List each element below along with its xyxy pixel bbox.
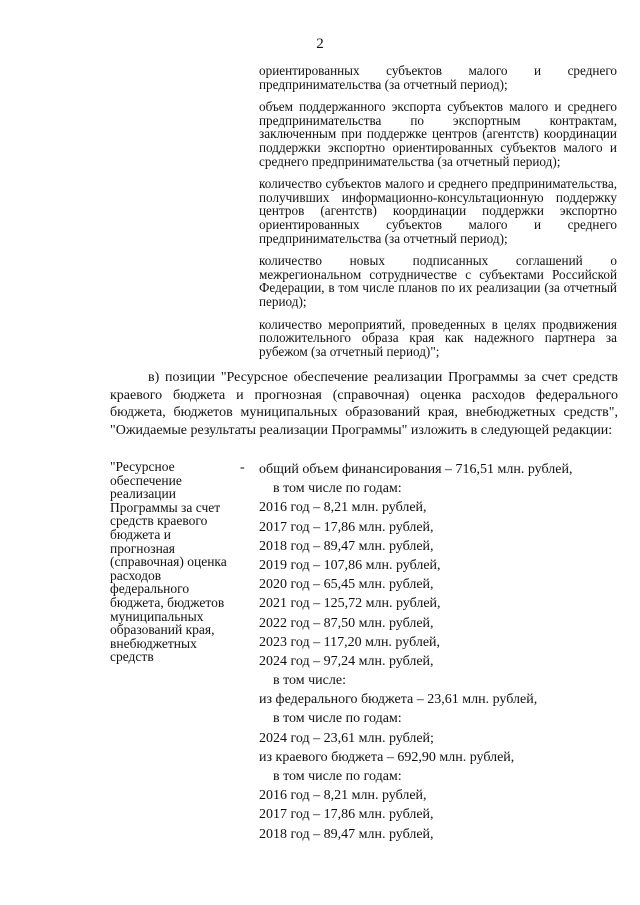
funding-line: 2021 год – 125,72 млн. рублей,	[259, 596, 441, 612]
indicator-list	[259, 64, 617, 358]
table-dash: -	[240, 460, 245, 475]
funding-line: 2022 год – 87,50 млн. рублей,	[259, 615, 434, 631]
funding-line: 2017 год – 17,86 млн. рублей,	[259, 807, 434, 823]
funding-line: 2018 год – 89,47 млн. рублей,	[259, 538, 434, 554]
funding-line: в том числе:	[273, 673, 346, 689]
funding-list	[259, 460, 619, 844]
indicator-item: количество новых подписанных соглашений о межрегиональном сотрудничестве с субъектами Российской Федерации, в том числе планов по их реализации (за отчетный период);	[259, 253, 617, 309]
funding-line: из краевого бюджета – 692,90 млн. рублей,	[259, 749, 515, 765]
funding-line: 2017 год – 17,86 млн. рублей,	[259, 519, 434, 535]
funding-line: в том числе по годам:	[273, 481, 402, 497]
table-label-cell: "Ресурсное обеспечение реализации Программы за счет средств краевого бюджета и прогнозная (справочная) оценка расходов федерального бюджета, бюджетов муниципальных образований края, внебюджетных средств	[110, 459, 227, 665]
funding-line: 2016 год – 8,21 млн. рублей,	[259, 500, 427, 516]
funding-line: в том числе по годам:	[273, 769, 402, 784]
indicator-item: количество субъектов малого и среднего предпринимательства, получивших информационно-консультационную поддержку центров (агентств) координации поддержки экспортно ориентированных субъектов малого и среднего предпринимательства (за отчетный период);	[259, 176, 617, 246]
page-number: 2	[316, 36, 324, 52]
indicator-item: количество мероприятий, проведенных в целях продвижения положительного образа края как надежного партнера за рубежом (за отчетный период)";	[259, 316, 617, 359]
funding-line: 2016 год – 8,21 млн. рублей,	[259, 788, 427, 804]
indicator-item: объем поддержанного экспорта субъектов малого и среднего предпринимательства по экспортным контрактам, заключенным при поддержке центров (агентств) координации поддержки экспортно ориентированных субъектов малого и среднего предпринимательства (за отчетный период);	[259, 99, 617, 169]
funding-line: 2020 год – 65,45 млн. рублей,	[259, 577, 434, 593]
funding-line: 2024 год – 97,24 млн. рублей,	[259, 653, 434, 669]
amendment-paragraph: в) позиции "Ресурсное обеспечение реализации Программы за счет средств краевого бюджета и прогнозная (справочная) оценка расходов федерального бюджета, бюджетов муниципальных образований края, внебюджетных средств", "Ожидаемые результаты реализации Программы" изложить в следующей редакции:	[110, 370, 618, 438]
indicator-item: ориентированных субъектов малого и среднего предпринимательства (за отчетный период);	[259, 63, 617, 92]
funding-line: общий объем финансирования – 716,51 млн. рублей,	[259, 462, 573, 477]
funding-line: из федерального бюджета – 23,61 млн. рублей,	[259, 692, 538, 708]
funding-line: 2024 год – 23,61 млн. рублей;	[259, 730, 434, 746]
funding-line: 2019 год – 107,86 млн. рублей,	[259, 557, 441, 573]
funding-line: в том числе по годам:	[273, 711, 402, 727]
funding-line: 2018 год – 89,47 млн. рублей,	[259, 826, 434, 842]
funding-line: 2023 год – 117,20 млн. рублей,	[259, 634, 441, 650]
